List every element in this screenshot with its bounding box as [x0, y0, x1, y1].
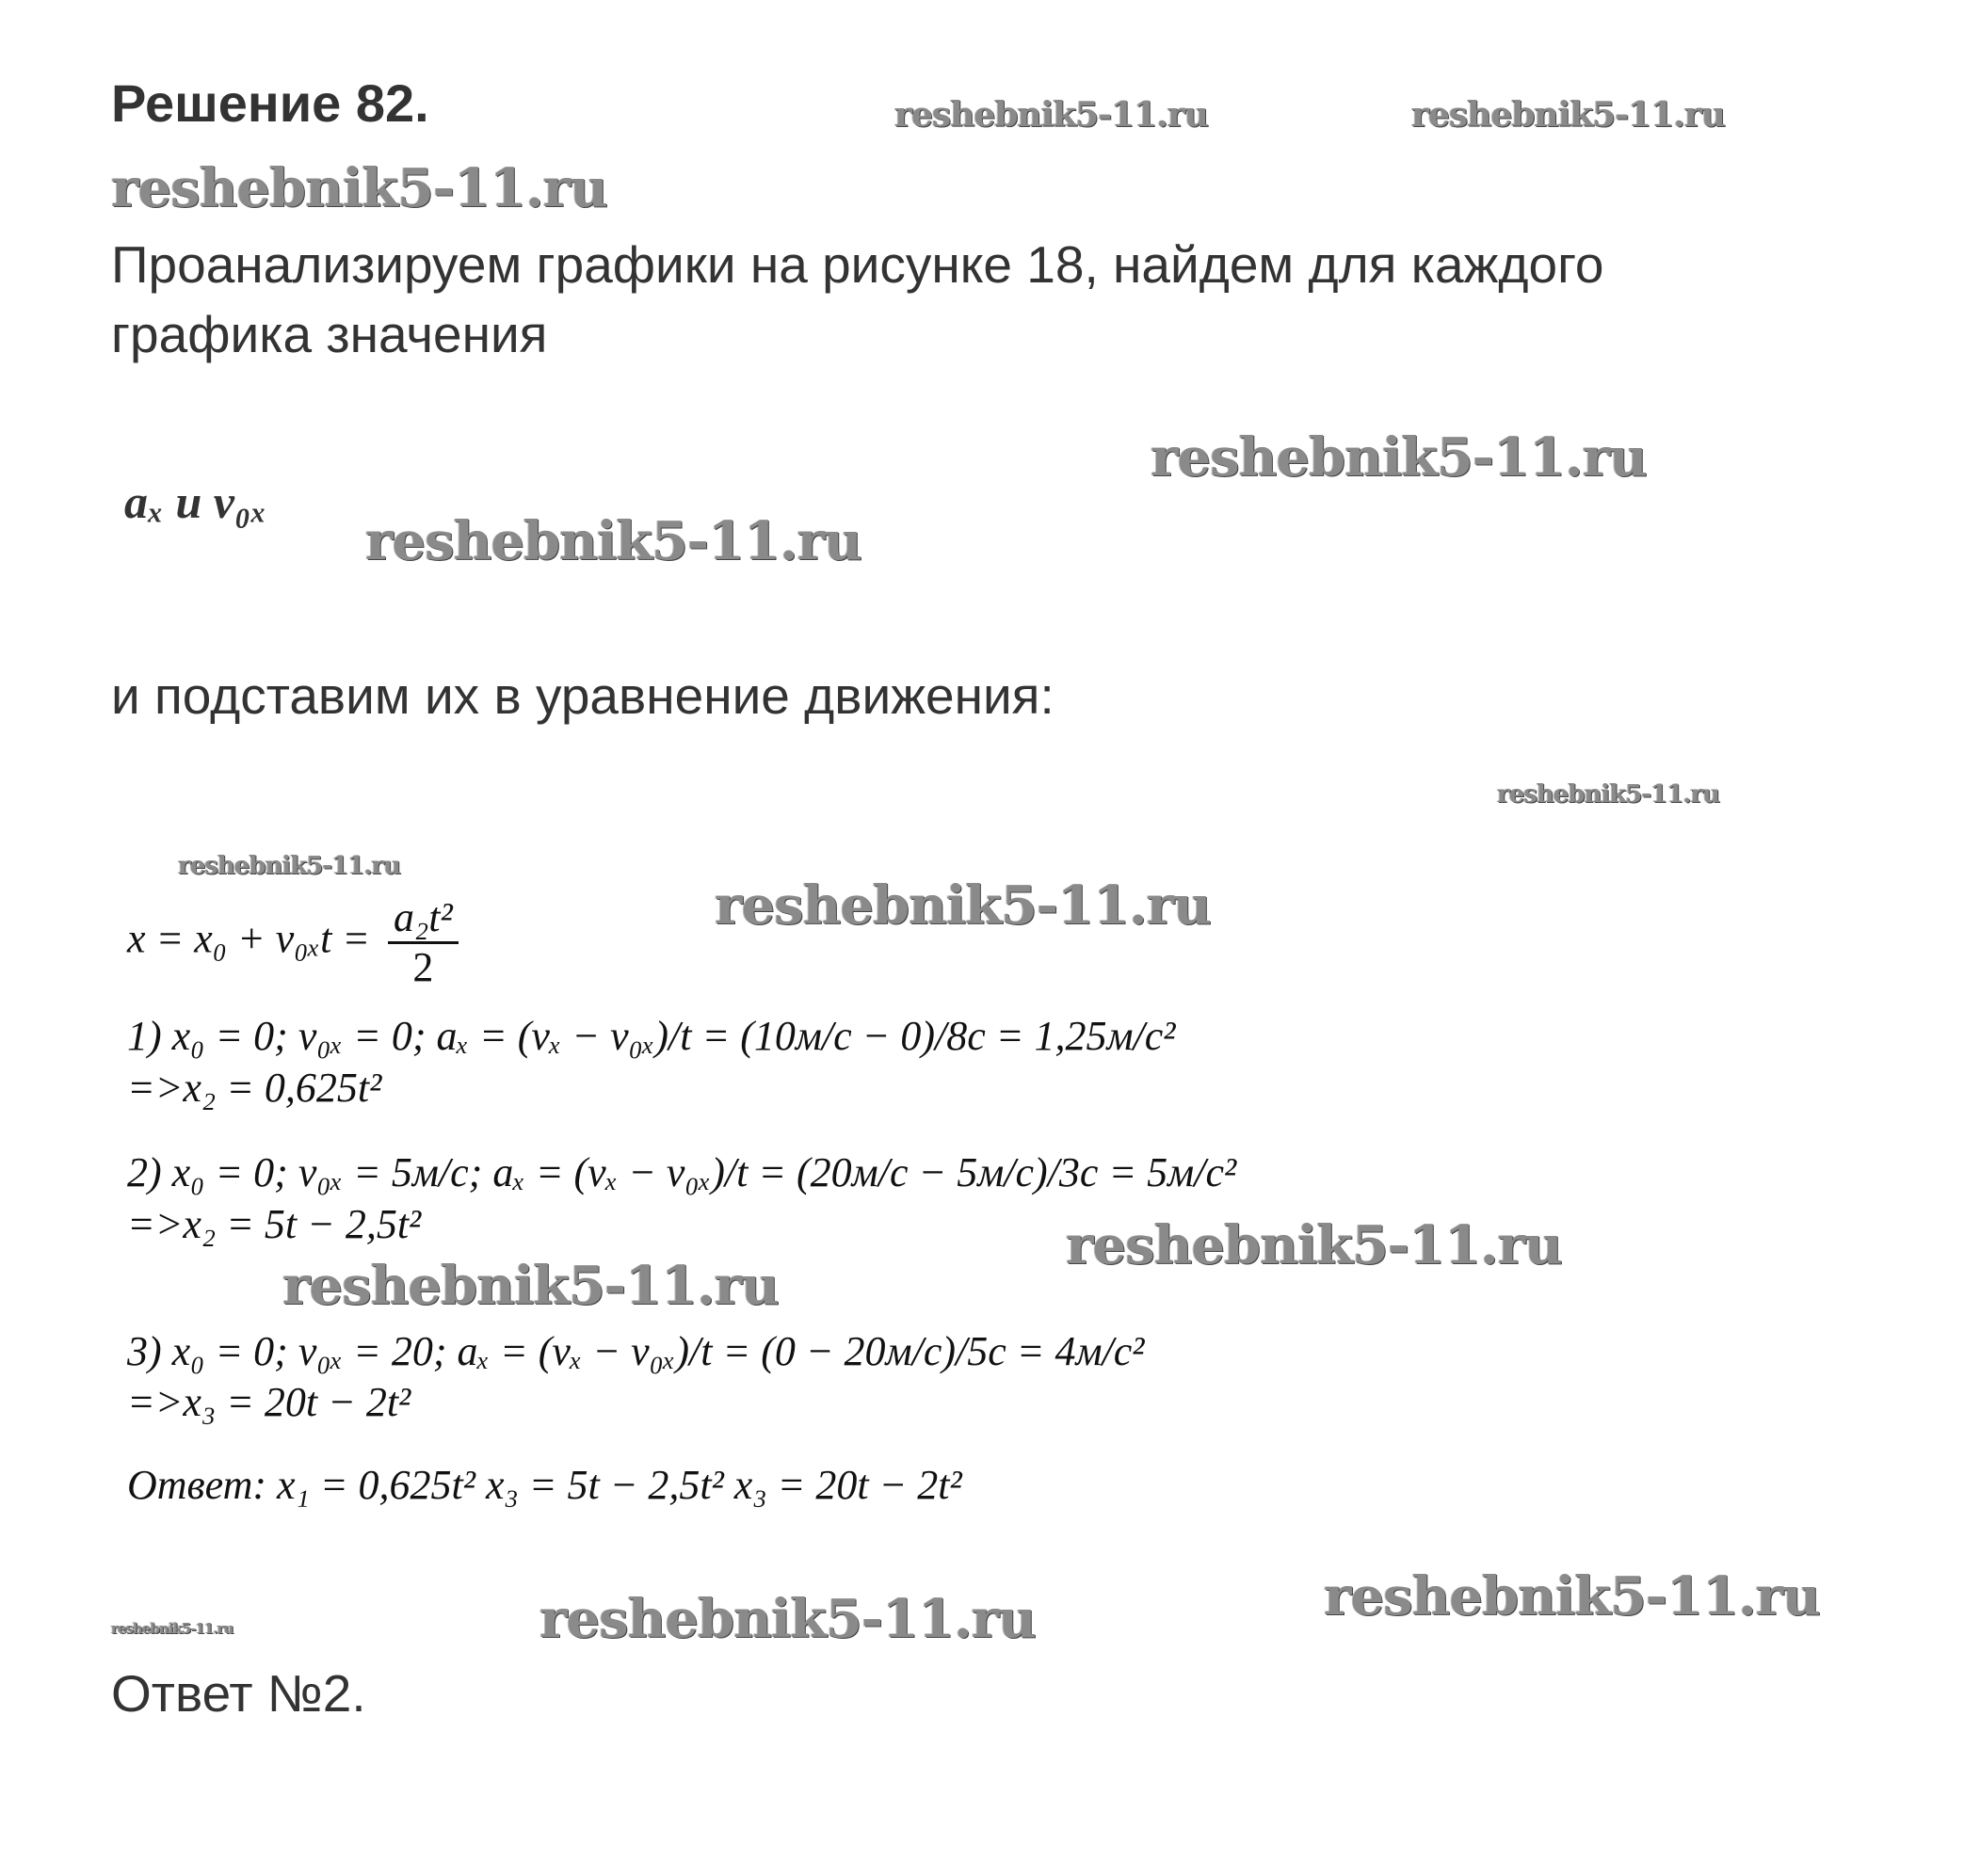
- motion-equation: [127, 894, 459, 991]
- step-3-line-2: =>x₃ = 20t − 2t²: [127, 1379, 411, 1425]
- page-title: Решение 82.: [111, 73, 429, 133]
- equation-lhs: x = x₀ + v₀ₓt =: [127, 915, 370, 962]
- equation-numerator: a₂t²: [388, 894, 459, 944]
- values-label: aₓ и v₀ₓ: [124, 475, 267, 528]
- intro-line-1: Проанализируем графики на рисунке 18, найдем для каждого: [111, 235, 1604, 294]
- watermark: reshebnik5-11.ru: [715, 874, 1211, 937]
- watermark: reshebnik5-11.ru: [1066, 1214, 1562, 1276]
- watermark: reshebnik5-11.ru: [178, 852, 401, 880]
- watermark: reshebnik5-11.ru: [1151, 426, 1647, 489]
- watermark: reshebnik5-11.ru: [282, 1255, 779, 1317]
- watermark: reshebnik5-11.ru: [894, 95, 1208, 135]
- step-3-line-1: 3) x₀ = 0; v₀ₓ = 20; aₓ = (vₓ − v₀ₓ)/t = (0 − 20м/с)/5с = 4м/с²: [127, 1328, 1145, 1374]
- equation-fraction: [388, 894, 459, 991]
- final-answer: Ответ №2.: [111, 1664, 366, 1723]
- watermark: reshebnik5-11.ru: [365, 510, 861, 572]
- substitute-text: и подставим их в уравнение движения:: [111, 666, 1054, 725]
- equation-denominator: 2: [412, 944, 434, 990]
- intro-line-2: графика значения: [111, 305, 548, 363]
- watermark: reshebnik5-11.ru: [111, 157, 607, 219]
- watermark: reshebnik5-11.ru: [1324, 1565, 1820, 1627]
- watermark: reshebnik5-11.ru: [539, 1588, 1036, 1650]
- step-1-line-1: 1) x₀ = 0; v₀ₓ = 0; aₓ = (vₓ − v₀ₓ)/t = (10м/с − 0)/8с = 1,25м/с²: [127, 1013, 1176, 1059]
- watermark: reshebnik5-11.ru: [1497, 780, 1720, 809]
- step-1-line-2: =>x₂ = 0,625t²: [127, 1065, 382, 1111]
- watermark: reshebnik5-11.ru: [1411, 95, 1725, 135]
- step-2-line-1: 2) x₀ = 0; v₀ₓ = 5м/с; aₓ = (vₓ − v₀ₓ)/t = (20м/с − 5м/с)/3с = 5м/с²: [127, 1149, 1237, 1195]
- answer-formula: Ответ: x₁ = 0,625t² x₃ = 5t − 2,5t² x₃ = 20t − 2t²: [127, 1462, 962, 1508]
- watermark: reshebnik5-11.ru: [111, 1620, 233, 1637]
- step-2-line-2: =>x₂ = 5t − 2,5t²: [127, 1201, 422, 1247]
